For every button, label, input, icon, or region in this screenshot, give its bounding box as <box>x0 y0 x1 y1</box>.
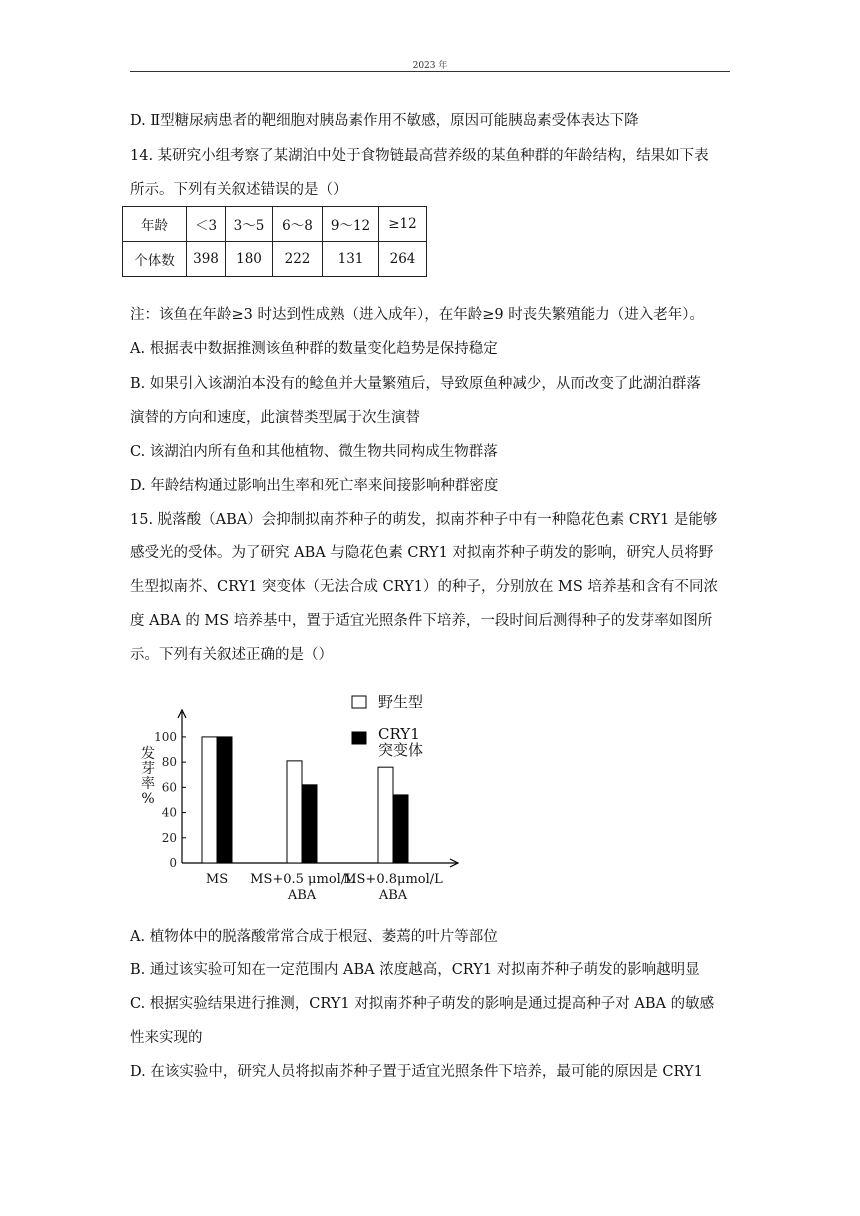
legend-swatch <box>352 732 366 744</box>
q15-stem-line-5: 示。下列有关叙述正确的是（） <box>130 647 333 663</box>
y-tick-label: 100 <box>154 729 177 744</box>
table-cell: ＜3 <box>187 207 226 242</box>
bar-wild-type <box>202 737 217 863</box>
q15-stem-line-1: 15. 脱落酸（ABA）会抑制拟南芥种子的萌发，拟南芥种子中有一种隐花色素 CRY1 是能够 <box>130 512 718 528</box>
q15-option-c-line-1: C. 根据实验结果进行推测，CRY1 对拟南芥种子萌发的影响是通过提高种子对 ABA 的敏感 <box>130 996 715 1012</box>
x-tick-label: MS+0.5 μmol/L <box>250 872 354 887</box>
q14-option-b-line-2: 演替的方向和速度，此演替类型属于次生演替 <box>130 410 420 426</box>
q14-option-d: D. 年龄结构通过影响出生率和死亡率来间接影响种群密度 <box>130 478 499 494</box>
table-header-cell: 个体数 <box>123 242 187 277</box>
table-header-cell: 年龄 <box>123 207 187 242</box>
table-cell: 9～12 <box>323 207 379 242</box>
table-cell: 3～5 <box>226 207 273 242</box>
y-axis-label: 芽 <box>141 761 155 777</box>
q14-note: 注：该鱼在年龄≥3 时达到性成熟（进入成年），在年龄≥9 时丧失繁殖能力（进入老年）。 <box>130 307 704 323</box>
q15-option-b: B. 通过该实验可知在一定范围内 ABA 浓度越高，CRY1 对拟南芥种子萌发的影响越明显 <box>130 962 700 978</box>
y-axis-label: 发 <box>141 746 155 762</box>
age-structure-table <box>122 206 427 277</box>
legend-swatch <box>352 696 366 708</box>
germination-chart-svg <box>120 688 480 908</box>
y-tick-label: 40 <box>161 805 177 820</box>
q15-option-d: D. 在该实验中，研究人员将拟南芥种子置于适宜光照条件下培养，最可能的原因是 CRY1 <box>130 1064 703 1080</box>
q13-option-d: D. Ⅱ型糖尿病患者的靶细胞对胰岛素作用不敏感，原因可能胰岛素受体表达下降 <box>130 113 639 129</box>
y-tick-label: 80 <box>161 755 177 770</box>
header-title: 2023 年 <box>412 61 448 71</box>
q14-stem-line-1: 14. 某研究小组考察了某湖泊中处于食物链最高营养级的某鱼种群的年龄结构，结果如下表 <box>130 148 709 164</box>
y-tick-label: 60 <box>161 780 177 795</box>
legend-label: 突变体 <box>378 741 424 759</box>
header-rule <box>130 71 730 72</box>
x-tick-label: ABA <box>378 888 408 903</box>
q15-stem-line-4: 度 ABA 的 MS 培养基中，置于适宜光照条件下培养，一段时间后测得种子的发芽率如图所 <box>130 613 713 629</box>
q14-stem-line-2: 所示。下列有关叙述错误的是（） <box>130 182 348 198</box>
x-tick-label: MS+0.8μmol/L <box>343 872 443 887</box>
table-cell: 180 <box>226 242 273 277</box>
x-tick-label: ABA <box>287 888 317 903</box>
table-cell: 264 <box>379 242 427 277</box>
bar-wild-type <box>378 767 393 863</box>
table-cell: 398 <box>187 242 226 277</box>
germination-chart <box>120 688 480 908</box>
legend-label: 野生型 <box>378 693 424 711</box>
bar-cry1-mutant <box>302 785 317 863</box>
y-axis-label: % <box>141 791 155 807</box>
legend-label: CRY1 <box>378 725 420 743</box>
bar-cry1-mutant <box>217 737 232 863</box>
q15-option-a: A. 植物体中的脱落酸常常合成于根冠、萎蔫的叶片等部位 <box>130 929 498 945</box>
table-row-count <box>123 242 427 277</box>
q14-option-b-line-1: B. 如果引入该湖泊本没有的鲶鱼并大量繁殖后，导致原鱼种减少，从而改变了此湖泊群落 <box>130 376 701 392</box>
table-row-age <box>123 207 427 242</box>
q15-option-c-line-2: 性来实现的 <box>130 1030 203 1046</box>
y-tick-label: 20 <box>161 830 177 845</box>
q14-option-a: A. 根据表中数据推测该鱼种群的数量变化趋势是保持稳定 <box>130 341 498 357</box>
q14-option-c: C. 该湖泊内所有鱼和其他植物、微生物共同构成生物群落 <box>130 444 498 460</box>
y-tick-label: 0 <box>169 856 177 870</box>
q15-stem-line-3: 生型拟南芥、CRY1 突变体（无法合成 CRY1）的种子，分别放在 MS 培养基和含有不同浓 <box>130 579 718 595</box>
x-tick-label: MS <box>205 872 229 887</box>
table-cell: ≥12 <box>379 207 427 242</box>
table-cell: 6～8 <box>273 207 323 242</box>
bar-cry1-mutant <box>393 795 408 863</box>
q15-stem-line-2: 感受光的受体。为了研究 ABA 与隐花色素 CRY1 对拟南芥种子萌发的影响，研究人员将野 <box>130 545 714 561</box>
table-cell: 131 <box>323 242 379 277</box>
y-axis-label: 率 <box>141 776 155 792</box>
bar-wild-type <box>287 761 302 863</box>
table-cell: 222 <box>273 242 323 277</box>
